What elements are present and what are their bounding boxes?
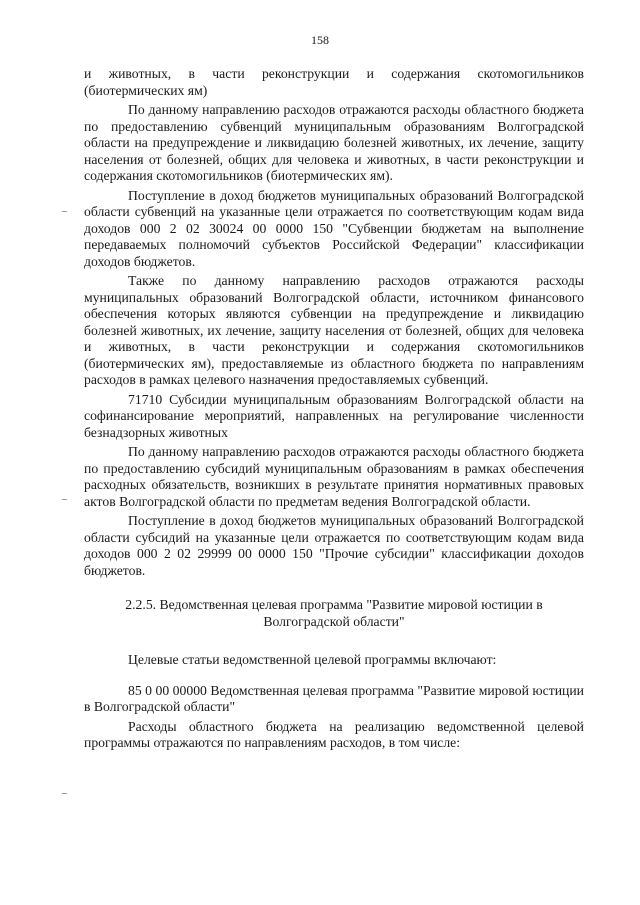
section-heading-line: 2.2.5. Ведомственная целевая программа "Развитие мировой юстиции в — [125, 597, 543, 612]
page-number: 158 — [311, 33, 329, 47]
document-body — [84, 66, 584, 752]
paragraph: По данному направлению расходов отражаются расходы областного бюджета по предоставлению субсидий муниципальным образованиям в рамках обеспечения расходных обязательств, возникших в результате принятия нормативных правовых актов Волгоградской области по предметам ведения Волгоградской области. — [84, 444, 584, 509]
section-heading-line: Волгоградской области" — [263, 613, 405, 629]
paragraph: 71710 Субсидии муниципальным образованиям Волгоградской области на софинансирование мероприятий, направленных на регулирование численности безнадзорных животных — [84, 391, 584, 440]
paragraph: Целевые статьи ведомственной целевой программы включают: — [128, 652, 497, 667]
paragraph: По данному направлению расходов отражаются расходы областного бюджета по предоставлению субвенций муниципальным образованиям Волгоградской области на предупреждение и ликвидацию болезней животных, их лечение, защиту населения от болезней, общих для человека и животных, в части реконструкции и содержания скотомогильников (биотермических ям). — [84, 102, 584, 183]
margin-mark — [62, 793, 67, 794]
section-heading — [84, 597, 584, 630]
paragraph: Поступление в доход бюджетов муниципальных образований Волгоградской области субвенций на указанные цели отражается по соответствующим кодам вида доходов 000 2 02 30024 00 0000 150 "Субвенции бюджетам на выполнение передаваемых полномочий субъектов Российской Федерации" классификации доходов бюджетов. — [84, 187, 584, 269]
paragraph: Также по данному направлению расходов отражаются расходы муниципальных образований Волгоградской области, источником финансового обеспечения которых являются субвенции на предупреждение и ликвидацию болезней животных, их лечение, защиту населения от болезней, общих для человека и животных, в части реконструкции и содержания скотомогильников (биотермических ям), предоставляемые из областного бюджета по направлениям расходов в рамках целевого назначения предоставляемых субвенций. — [84, 273, 584, 387]
paragraph: Расходы областного бюджета на реализацию ведомственной целевой программы отражаются по направлениям расходов, в том числе: — [84, 718, 584, 750]
paragraph: и животных, в части реконструкции и содержания скотомогильников (биотермических ям) — [84, 66, 584, 98]
margin-mark — [62, 211, 67, 212]
margin-mark — [62, 499, 67, 500]
paragraph: 85 0 00 00000 Ведомственная целевая программа "Развитие мировой юстиции в Волгоградской области" — [84, 682, 584, 714]
paragraph: Поступление в доход бюджетов муниципальных образований Волгоградской области субсидий на указанные цели отражается по соответствующим кодам вида доходов 000 2 02 29999 00 0000 150 "Прочие субсидии" классификации доходов бюджетов. — [84, 513, 584, 578]
